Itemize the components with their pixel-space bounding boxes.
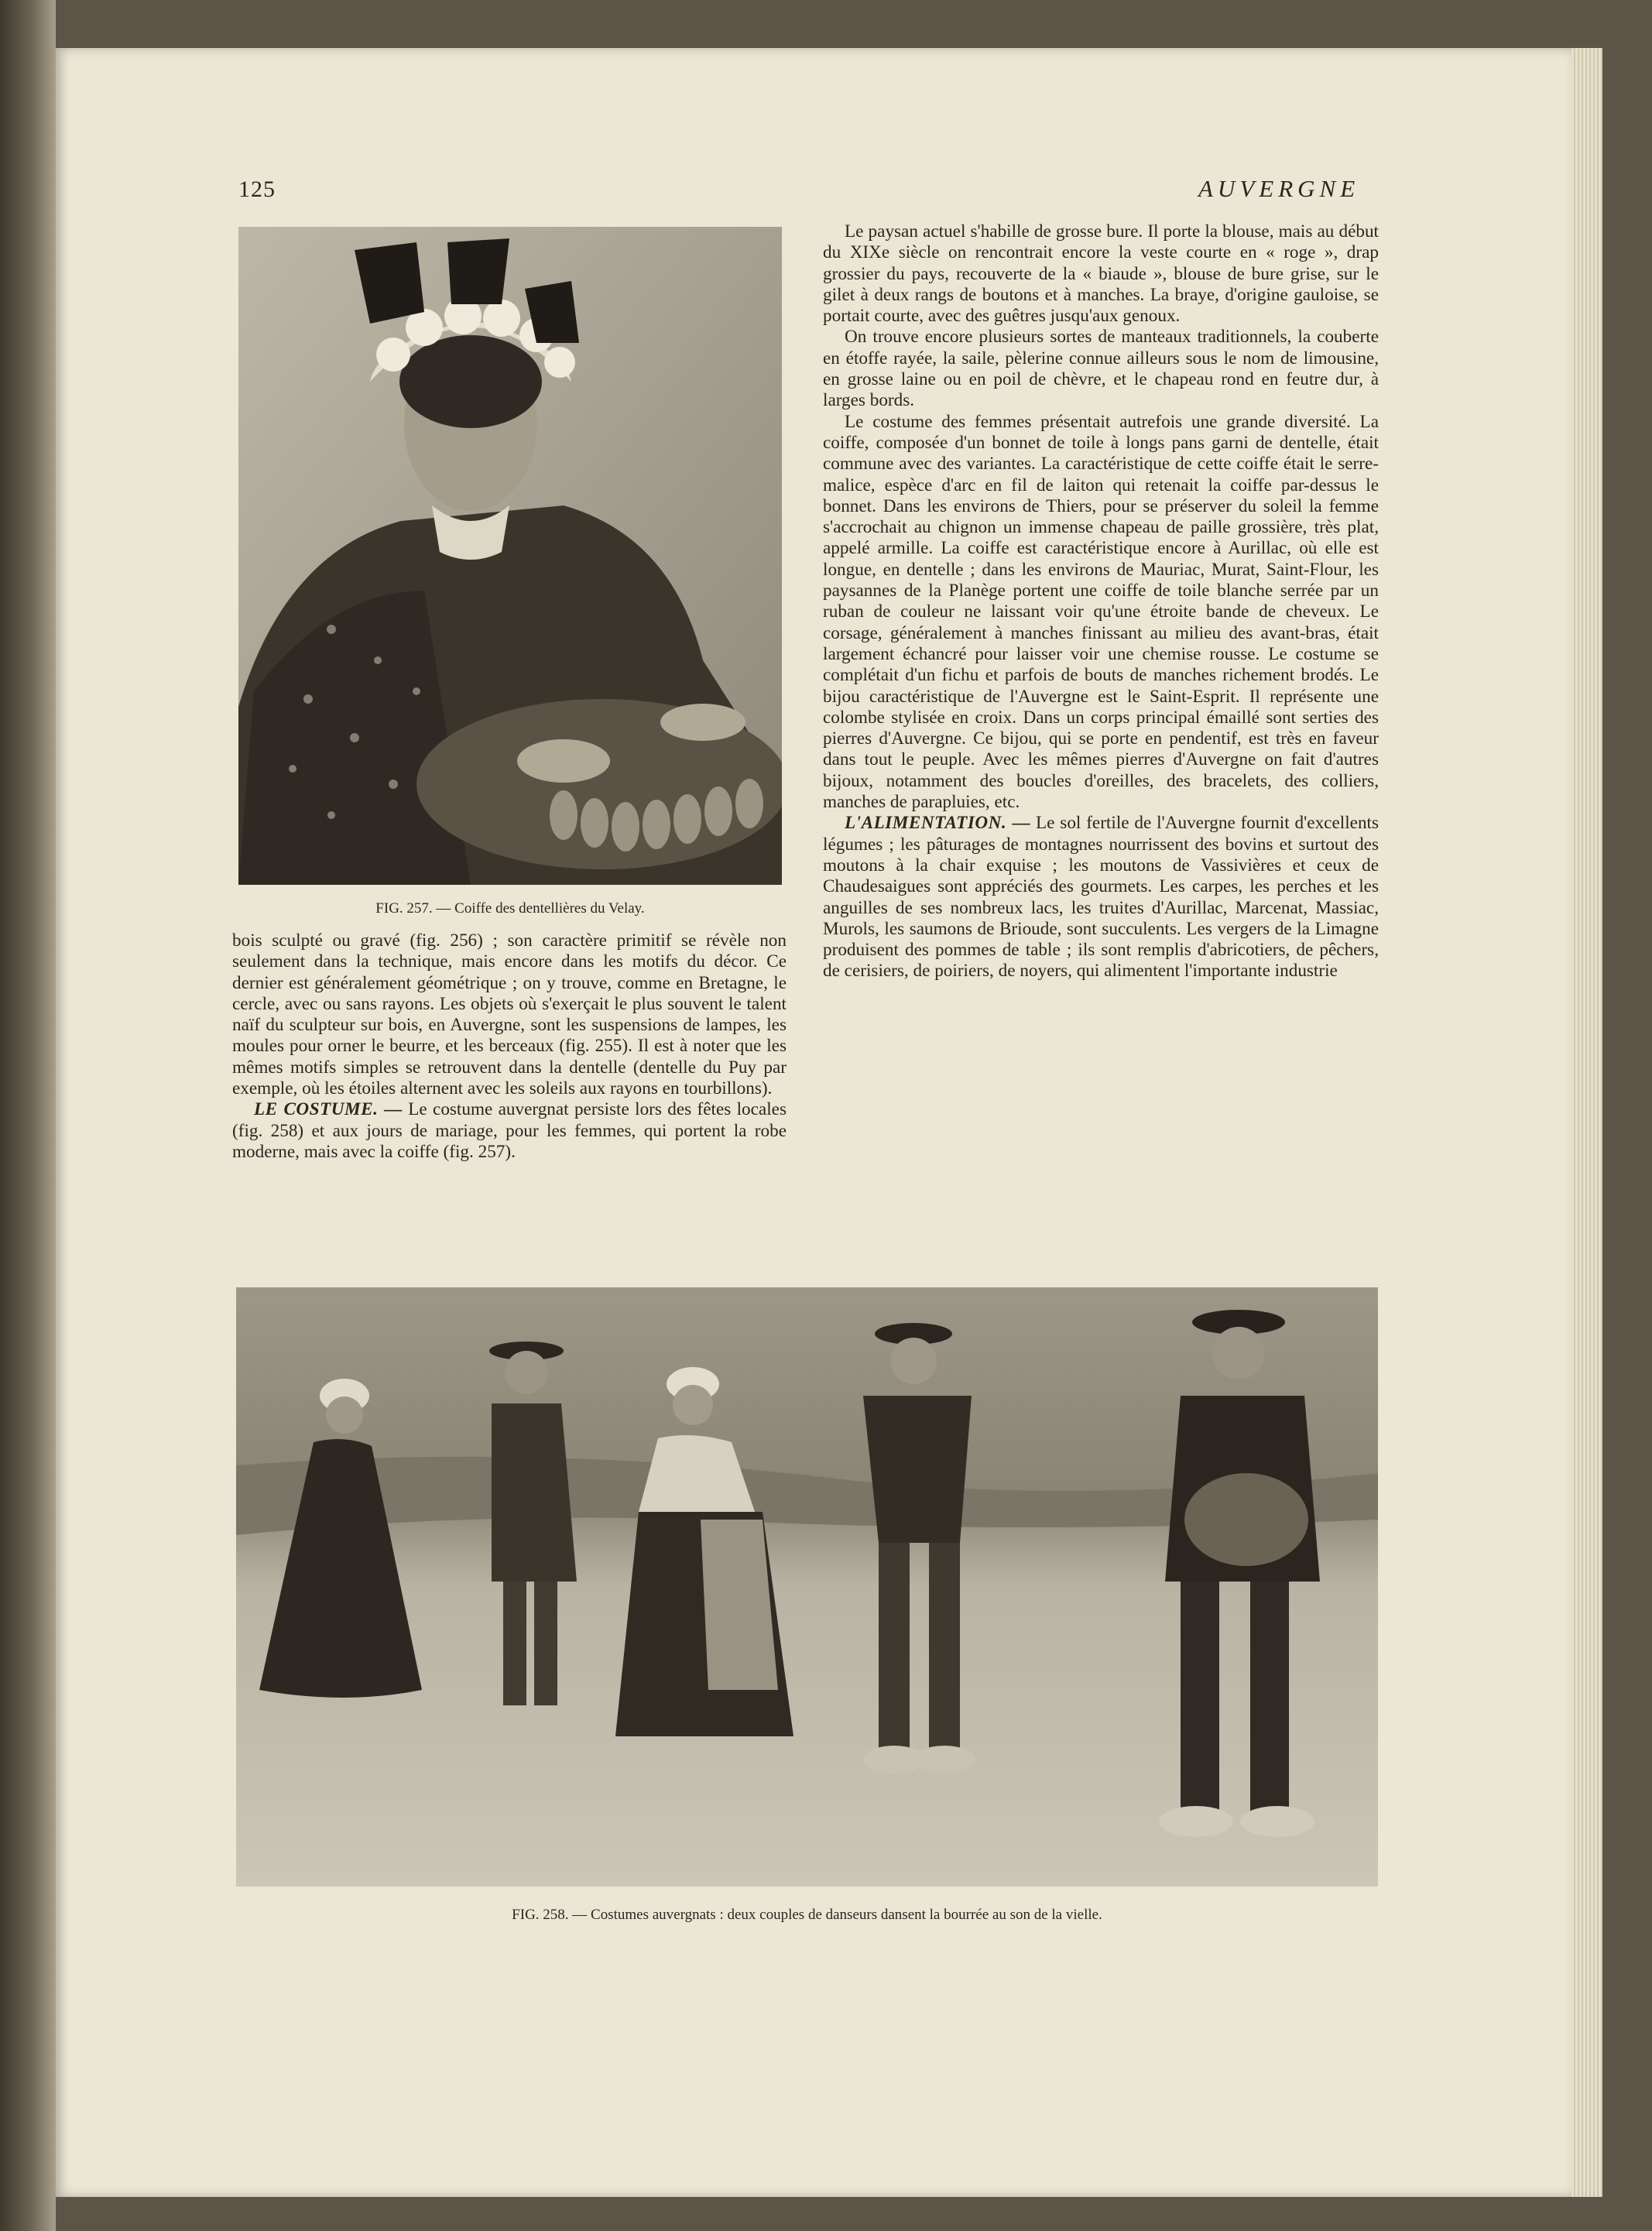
figure-258-photo [236,1287,1378,1887]
page-number: 125 [238,176,276,202]
right-paragraph-2: On trouve encore plusieurs sortes de manteaux traditionnels, la couberte en étoffe rayée, la saile, pèlerine connue ailleurs sous le nom de limousine, en grosse laine ou en poil de chèvre, et le chapeau rond en feutre dur, à larges bords. [823,327,1379,411]
right-column-text [823,221,1379,982]
right-paragraph-4-body: Le sol fertile de l'Auvergne fournit d'excellents légumes ; les pâturages de montagnes nourrissent des bovins et surtout des moutons à la chair exquise ; les moutons de Vassivières et ceux de Chaudesaigues sont appréciés des gourmets. Les carpes, les perches et les anguilles de ses nombreux lacs, les truites d'Aurillac, Marcenat, Massiac, Murols, les saumons de Brioude, sont succulents. Les vergers de la Limagne produisent des pommes de table ; ils sont remplis d'abricotiers, de pêchers, de cerisiers, de poiriers, de noyers, qui alimentent l'importante industrie [823,813,1380,982]
figure-257-caption: FIG. 257. — Coiffe des dentellières du Velay. [375,900,645,917]
section-heading-costume: LE COSTUME. — [254,1099,403,1120]
left-paragraph-1: bois sculpté ou gravé (fig. 256) ; son caractère primitif se révèle non seulement dans la technique, mais encore dans les motifs du décor. Ce dernier est généralement géométrique ; on y trouve, comme en Bretagne, le cercle, avec ou sans rayons. Les objets où s'exerçait le plus souvent le talent naïf du sculpteur sur bois, en Auvergne, sont les suspensions de lampes, les moules pour orner le beurre, et les berceaux (fig. 255). Il est à noter que les mêmes motifs simples se retrouvent dans la dentelle (dentelle du Puy par exemple, où les étoiles alternent avec les soleils aux rayons en tourbillons). [232,930,787,1099]
right-paragraph-1: Le paysan actuel s'habille de grosse bure. Il porte la blouse, mais au début du XIXe siècle on rencontrait encore la veste courte en « roge », drap grossier du pays, recouverte de la « biaude », blouse de bure grise, sur le gilet à deux rangs de boutons et à manches. La braye, d'origine gauloise, se portait courte, avec des guêtres jusqu'aux genoux. [823,221,1379,327]
figure-258-caption: FIG. 258. — Costumes auvergnats : deux couples de danseurs dansent la bourrée au son de la vielle. [512,1907,1102,1923]
right-paragraph-4 [823,813,1379,982]
running-title: AUVERGNE [1198,175,1360,202]
page-edges [1571,48,1602,2197]
figure-257-photo [238,227,782,885]
book-spine [0,0,56,2231]
left-paragraph-2 [232,1099,787,1163]
left-column-text [232,930,787,1163]
left-paragraph-2-body: Le costume auvergnat persiste lors des fêtes locales (fig. 258) et aux jours de mariage, pour les femmes, qui portent la robe moderne, mais avec la coiffe (fig. 257). [232,1099,787,1162]
right-paragraph-3: Le costume des femmes présentait autrefois une grande diversité. La coiffe, composée d'un bonnet de toile à longs pans garni de dentelle, était commune avec des variantes. La caractéristique de cette coiffe était le serre-malice, espèce d'arc en fil de laiton qui retenait la coiffe par-dessus le bonnet. Dans les environs de Thiers, pour se préserver du soleil la femme s'accrochait au chignon un immense chapeau de paille grossière, très plat, appelé armille. La coiffe est caractéristique encore à Aurillac, où elle est longue, en dentelle ; dans les environs de Mauriac, Murat, Saint-Flour, les paysannes de la Planège portent une coiffe de toile blanche serrée par un ruban de couleur ne laissant voir qu'une étroite bande de cheveux. Le corsage, généralement à manches finissant au milieu des avant-bras, était largement échancré pour laisser voir une chemise rousse. Le costume se complétait d'un fichu et parfois de bouts de manches richement brodés. Le bijou caractéristique de l'Auvergne est le Saint-Esprit. Il représente une colombe stylisée en croix. Dans un corps principal émaillé sont serties des pierres d'Auvergne. Ce bijou, qui se porte en pendentif, est très en faveur dans tout le peuple. Avec les mêmes pierres d'Auvergne on fait d'autres bijoux, notamment des boucles d'oreilles, des bracelets, des colliers, manches de parapluies, etc. [823,411,1379,813]
section-heading-alimentation: L'ALIMENTATION. — [845,813,1031,834]
